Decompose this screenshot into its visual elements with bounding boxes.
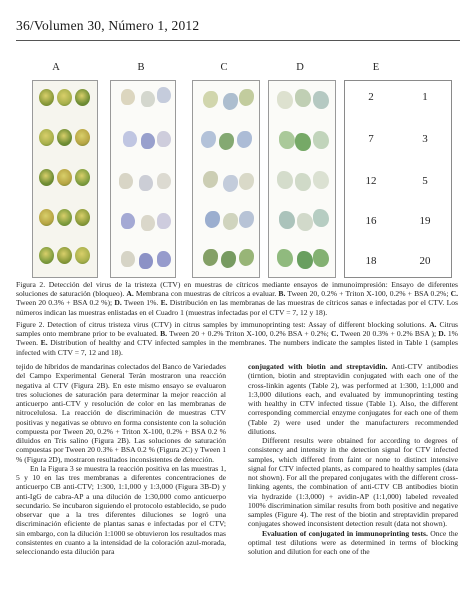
tissue-print-spot: [121, 213, 135, 229]
tissue-print-spot: [157, 131, 171, 147]
tissue-print-spot: [157, 87, 171, 103]
sample-number: 5: [422, 175, 428, 187]
tissue-print-spot: [313, 209, 329, 227]
body-paragraph: Different results were obtained for according to degrees of consistency and intensity in the detection signal for CTV infected samples, which differed from faint or none to distinct intensive signal for CTV infected plants, as compared to healthy samples (data not shown). For all the prepared conjugates with the different cross-linking agents, the combination of anti-CTV CB antibodies biotin via hydrazide (1:3,000) + avidin-AP (1:1,000) labeled revealed 100% discrimination similar results from both positive and negative samples (Figure 4). The rest of the biotin and streptavidin prepared conjugates showed inconsistent detection result (data not shown).: [248, 436, 458, 529]
tissue-print-spot: [295, 133, 311, 151]
tissue-print-spot: [57, 247, 72, 264]
panel-label-c: C: [220, 62, 228, 73]
page-header: 36/Volumen 30, Número 1, 2012: [16, 18, 200, 33]
tissue-print-spot: [39, 209, 54, 226]
tissue-print-spot: [57, 129, 72, 146]
tissue-print-spot: [239, 89, 254, 106]
sample-number: 16: [365, 215, 377, 227]
tissue-print-spot: [239, 173, 254, 190]
tissue-print-spot: [57, 209, 72, 226]
tissue-print-spot: [139, 175, 153, 191]
tissue-print-spot: [39, 89, 54, 106]
tissue-print-spot: [121, 89, 135, 105]
tissue-print-spot: [121, 251, 135, 267]
tissue-print-spot: [123, 131, 137, 147]
tissue-print-spot: [295, 173, 311, 191]
tissue-print-spot: [277, 91, 293, 109]
tissue-print-spot: [223, 213, 238, 230]
tissue-print-spot: [57, 169, 72, 186]
panel-label-b: B: [137, 62, 145, 73]
tissue-print-spot: [205, 211, 220, 228]
tissue-print-spot: [141, 215, 155, 231]
tissue-print-spot: [75, 89, 90, 106]
figure-caption-spanish: Figura 2. Detección del virus de la tristeza (CTV) en muestras de cítricos mediante ensayos de inmunoimpresión: Ensayo de diferentes soluciones de saturación (bloqueo). A. Membrana con muestras de cítricos a evaluar. B. Tween 20, 0.2% + Triton X-100, 0.2% + BSA 0.2%; C. Tween 20 0.3% + BSA 0.2 %); D. Tween 1%. E. Distribución en las membranas de las muestras de cítricos sanas e infectadas por el CTV. Los números indican las muestras enlistadas en el Cuadro 1 (muestras infectadas por el CTV = 7, 12 y 18).: [16, 280, 459, 317]
sample-number: 7: [368, 133, 374, 145]
sample-number: 18: [365, 255, 377, 267]
tissue-print-spot: [119, 173, 133, 189]
tissue-print-spot: [219, 133, 234, 150]
membrane-panel-c: [192, 80, 260, 278]
tissue-print-spot: [239, 249, 254, 266]
tissue-print-spot: [277, 171, 293, 189]
tissue-print-spot: [203, 249, 218, 266]
tissue-print-spot: [279, 131, 295, 149]
tissue-print-spot: [313, 91, 329, 109]
tissue-print-spot: [313, 171, 329, 189]
tissue-print-spot: [237, 131, 252, 148]
membrane-panel-a: [32, 80, 98, 278]
tissue-print-spot: [141, 133, 155, 149]
body-column-left: [16, 362, 226, 556]
tissue-print-spot: [201, 131, 216, 148]
header-rule: [16, 40, 460, 41]
tissue-print-spot: [75, 247, 90, 264]
panel-label-d: D: [296, 62, 304, 73]
sample-layout-panel-e: [344, 80, 452, 278]
tissue-print-spot: [141, 91, 155, 107]
sample-number: 3: [422, 133, 428, 145]
tissue-print-spot: [39, 169, 54, 186]
body-paragraph: conjugated with biotin and streptavidin. Anti-CTV antibodies (tirntion, biotin and streptavidin conjugated with each one of the cross-linkin agents (Table 2), was performed at 1:300, 1:1,000 and 1:3,000 dilutions each, and evaluated by immunoprinting testing with healthy in CTV infected tissue (Table 1). Also, the different corresponding commercial enzyme conjugates for each one of them (Table 2) were used under the manufacturers recommended dilutions.: [248, 362, 458, 436]
tissue-print-spot: [75, 209, 90, 226]
figure-caption-english: Figure 2. Detection of citrus tristeza virus (CTV) in citrus samples by immunoprinting test: Assay of different blocking solutions. A. Citrus samples onto membrane prior to be evaluated. B. Tween 20 + 0.2% Triton X-100, 0.2% BSA + 0.2%; C. Tween 20 0.3% + 0.2% BSA ); D. 1% Tween. E. Distribution of healthy and CTV infected samples in the membranes. The numbers indicate the samples listed in Table 1 (samples infected with CTV = 7, 12 and 18).: [16, 320, 459, 357]
body-paragraph: Evaluation of conjugated in immunoprinting tests. Once the optimal test dilutions were as determined in terms of blocking solution and dilution for each one of the: [248, 528, 458, 556]
membrane-panel-b: [110, 80, 176, 278]
tissue-print-spot: [75, 169, 90, 186]
tissue-print-spot: [203, 171, 218, 188]
tissue-print-spot: [279, 211, 295, 229]
tissue-print-spot: [277, 249, 293, 267]
tissue-print-spot: [157, 251, 171, 267]
tissue-print-spot: [139, 253, 153, 269]
sample-number: 1: [422, 91, 428, 103]
panel-label-a: A: [52, 62, 60, 73]
tissue-print-spot: [297, 213, 313, 231]
tissue-print-spot: [239, 211, 254, 228]
tissue-print-spot: [157, 213, 171, 229]
body-paragraph: En la Figura 3 se muestra la reacción positiva en las muestras 1, 5 y 10 en las tres membranas a diferentes concentraciones de anticuerpo CB anti-CTV; 1:300, 1:1,000 y 1:3,000 (Figura 3B-D) y anti-IgG de cabra-AP a una dilución de 1:30,000 como anticuerpo secundario. Se incubaron siguiendo el protocolo establecido, se pudo observar que a la tres diferentes diluciones se logró una discriminación eficiente de plantas sanas e infectadas por el CTV; sin embargo, con la dilución 1:1000 se obtuvieron los resultados mas consistentes en cuanto a la intensidad de la coloración azul-morada, seleccionando esta dilución para: [16, 463, 226, 556]
tissue-print-spot: [57, 89, 72, 106]
tissue-print-spot: [223, 175, 238, 192]
sample-number: 12: [365, 175, 377, 187]
tissue-print-spot: [313, 131, 329, 149]
tissue-print-spot: [75, 129, 90, 146]
tissue-print-spot: [157, 173, 171, 189]
body-paragraph: tejido de híbridos de mandarinas colectados del Banco de Variedades del Campo Experimental General Terán mostraron una reacción negativa al CTV (Figura 2B). En este mismo ensayo se evaluaron tres soluciones de saturación para determinar la mejor reacción al anticuerpo anti-CTV y resolución de color en las membranas de nitrocelulosa. La reacción de discriminación de muestras CTV positivas y negativas se obtuvo en forma consistente con la solución compuesta por Tween 20, 0.2% + Triton X-100, 0.2% + BSA 0.2 % diluidos en Tris salino (Figura 2B). Las soluciones de saturación compuestas por Tween 20 0.3% + BSA 0.2 % (Figura 2C) y Tween 1 % (Figura 2D), mostraron resultados inconsistentes de detección.: [16, 362, 226, 464]
tissue-print-spot: [203, 91, 218, 108]
tissue-print-spot: [297, 251, 313, 269]
tissue-print-spot: [313, 249, 329, 267]
tissue-print-spot: [223, 93, 238, 110]
tissue-print-spot: [221, 251, 236, 268]
sample-number: 20: [419, 255, 431, 267]
tissue-print-spot: [295, 89, 311, 107]
membrane-panel-d: [268, 80, 336, 278]
tissue-print-spot: [39, 247, 54, 264]
panel-label-e: E: [372, 62, 380, 73]
sample-number: 19: [419, 215, 431, 227]
body-column-right: [248, 362, 458, 556]
tissue-print-spot: [39, 129, 54, 146]
sample-number: 2: [368, 91, 374, 103]
